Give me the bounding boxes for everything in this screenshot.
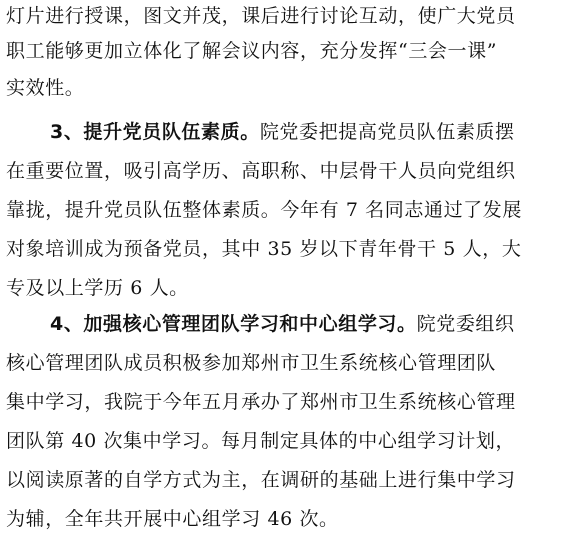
section-3-paragraph-start — [50, 116, 515, 148]
text-line: 院党委组织 — [416, 313, 515, 335]
text-line: 灯片进行授课，图文并茂，课后进行讨论互动，使广大党员 — [6, 5, 516, 27]
text-line: 以阅读原著的自学方式为主，在调研的基础上进行集中学习 — [6, 469, 516, 491]
text-line: 实效性。 — [6, 77, 85, 99]
text-line: 院党委把提高党员队伍素质摆 — [259, 121, 515, 143]
section-4-paragraph-start — [50, 308, 515, 340]
text-line: 集中学习，我院于今年五月承办了郑州市卫生系统核心管理 — [6, 391, 516, 413]
text-line: 专及以上学历 6 人。 — [6, 277, 189, 299]
text-line: 为辅，全年共开展中心组学习 46 次。 — [6, 508, 339, 530]
text-line: 靠拢，提升党员队伍整体素质。今年有 7 名同志通过了发展 — [6, 199, 522, 221]
text-line: 在重要位置，吸引高学历、高职称、中层骨干人员向党组织 — [6, 160, 516, 182]
text-line: 核心管理团队成员积极参加郑州市卫生系统核心管理团队 — [6, 352, 497, 374]
text-line: 对象培训成为预备党员，其中 35 岁以下青年骨干 5 人，大 — [6, 238, 522, 260]
text-line: 职工能够更加立体化了解会议内容，充分发挥“三会一课” — [6, 40, 498, 62]
text-line: 团队第 40 次集中学习。每月制定具体的中心组学习计划， — [6, 430, 516, 452]
section-3-heading: 3、提升党员队伍素质。 — [50, 121, 260, 143]
section-4-heading: 4、加强核心管理团队学习和中心组学习。 — [50, 313, 417, 335]
